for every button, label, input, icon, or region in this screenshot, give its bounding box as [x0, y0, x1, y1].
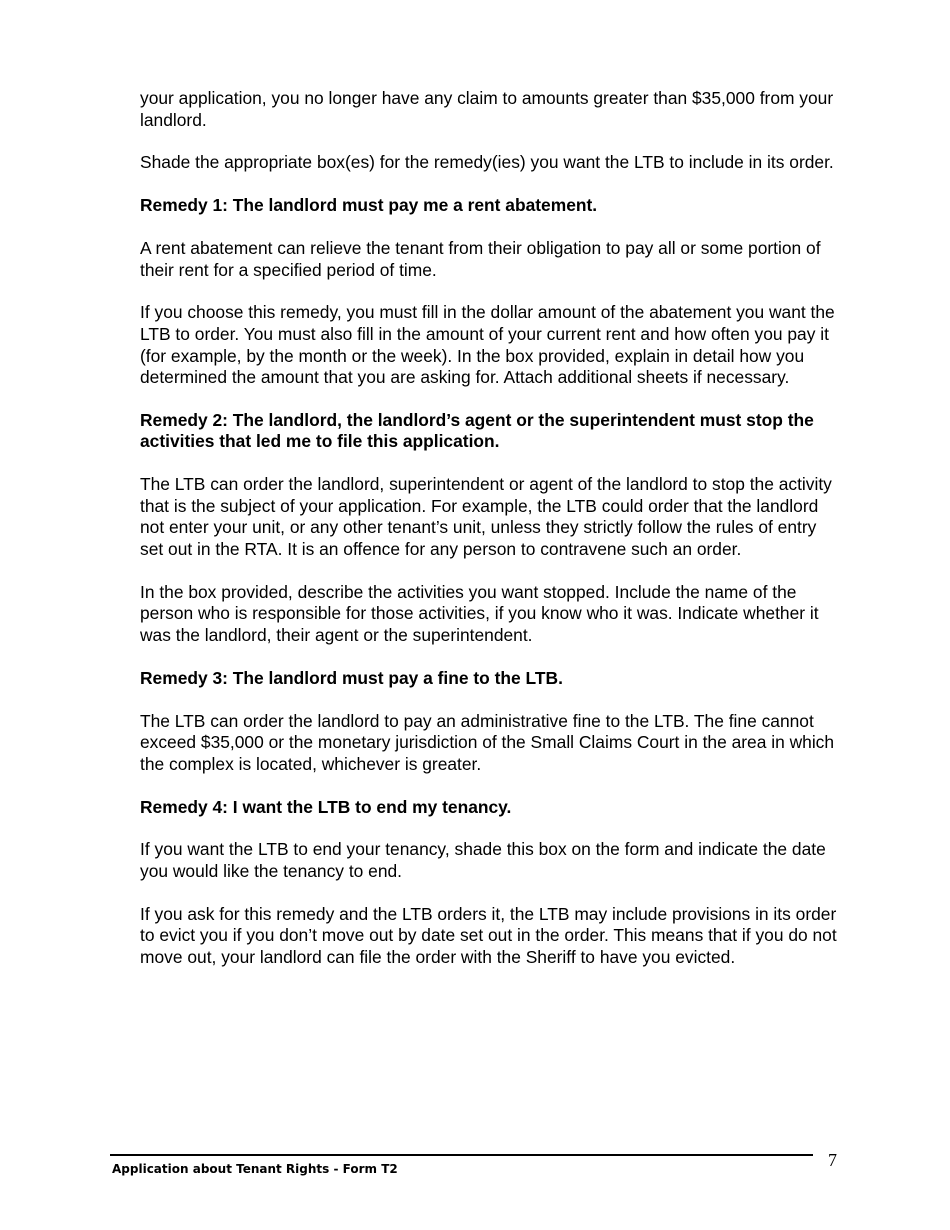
page-number: 7 — [828, 1150, 837, 1170]
body-paragraph: In the box provided, describe the activities you want stopped. Include the name of the person who is responsible for those activities, if you know who it was. Indicate whether it was the landlord, their agent or the superintendent. — [140, 581, 819, 645]
body-paragraph: If you want the LTB to end your tenancy, shade this box on the form and indicate the date you would like the tenancy to end. — [140, 839, 826, 881]
footer-divider — [110, 1154, 813, 1156]
body-paragraph: your application, you no longer have any claim to amounts greater than $35,000 from your landlord. — [140, 88, 834, 130]
body-paragraph: If you ask for this remedy and the LTB orders it, the LTB may include provisions in its order to evict you if you don’t move out by date set out in the order. This means that if you do not move out, your landlord can file the order with the Sheriff to have you evicted. — [140, 903, 837, 967]
document-body — [140, 88, 840, 990]
footer-title: Application about Tenant Rights - Form T2 — [112, 1162, 398, 1176]
remedy-4-heading: Remedy 4: I want the LTB to end my tenancy. — [140, 796, 512, 817]
body-paragraph: Shade the appropriate box(es) for the remedy(ies) you want the LTB to include in its order. — [140, 152, 834, 173]
remedy-2-heading: Remedy 2: The landlord, the landlord’s agent or the superintendent must stop the activities that led me to file this application. — [140, 409, 814, 452]
remedy-3-heading: Remedy 3: The landlord must pay a fine to the LTB. — [140, 667, 563, 688]
body-paragraph: The LTB can order the landlord to pay an administrative fine to the LTB. The fine cannot exceed $35,000 or the monetary jurisdiction of the Small Claims Court in the area in which the complex is located, whichever is greater. — [140, 710, 835, 774]
body-paragraph: A rent abatement can relieve the tenant from their obligation to pay all or some portion of their rent for a specified period of time. — [140, 237, 821, 280]
remedy-1-heading: Remedy 1: The landlord must pay me a rent abatement. — [140, 195, 598, 216]
body-paragraph: If you choose this remedy, you must fill in the dollar amount of the abatement you want the LTB to order. You must also fill in the amount of your current rent and how often you pay it (for example, by the month or the week). In the box provided, explain in detail how you determined the amount that you are asking for. Attach additional sheets if necessary. — [140, 302, 835, 388]
body-paragraph: The LTB can order the landlord, superintendent or agent of the landlord to stop the activity that is the subject of your application. For example, the LTB could order that the landlord not enter your unit, or any other tenant’s unit, unless they strictly follow the rules of entry set out in the RTA. It is an offence for any person to contravene such an order. — [140, 474, 832, 560]
